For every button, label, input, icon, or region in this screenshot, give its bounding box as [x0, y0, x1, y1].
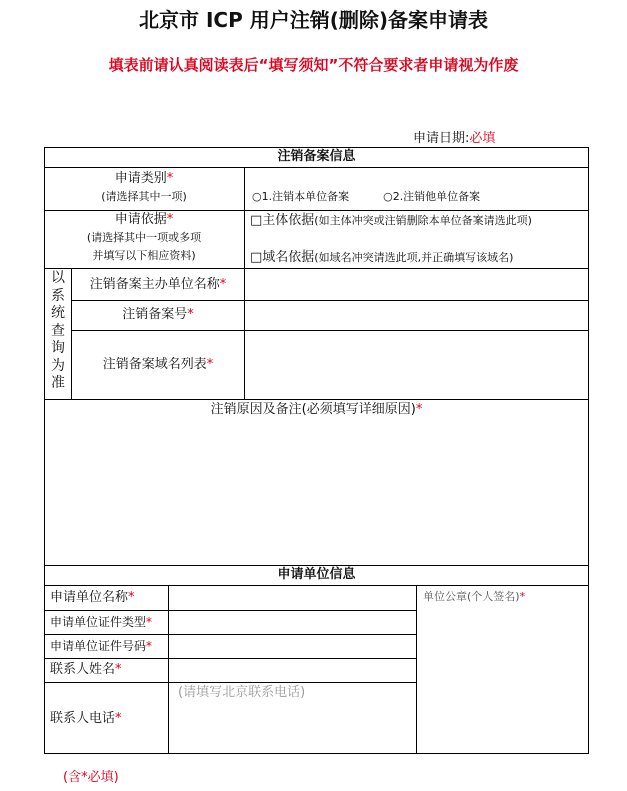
contact-phone-input[interactable]: (请填写北京联系电话) — [178, 685, 306, 700]
type-hint: (请选择其中一项) — [101, 190, 187, 203]
domain-list-label — [72, 356, 244, 374]
side-note-char: 统 — [51, 305, 65, 321]
reason-textarea[interactable] — [45, 420, 588, 565]
seal-signature-area[interactable] — [423, 588, 583, 606]
id-number-label — [50, 637, 168, 655]
required-star: * — [146, 615, 153, 629]
applicant-name-label — [50, 589, 168, 607]
required-star: * — [115, 662, 122, 677]
type-label — [44, 170, 244, 206]
rule — [44, 682, 417, 683]
rule — [44, 167, 589, 168]
required-star: * — [219, 277, 227, 292]
side-note-char: 询 — [51, 340, 65, 356]
required-star: * — [146, 639, 153, 653]
basis-label-text: 申请依据 — [114, 212, 167, 227]
basis-option-domain-label: □域名依据 — [250, 250, 315, 265]
side-note-char: 以 — [51, 270, 65, 286]
apply-date — [413, 127, 495, 146]
domain-list-input[interactable] — [245, 331, 588, 399]
field-label: 联系人电话 — [50, 711, 116, 726]
side-note-char: 为 — [51, 357, 65, 374]
fill-notice: 填表前请认真阅读表后“填写须知”不符合要求者申请视为作废 — [108, 56, 519, 74]
field-label: 申请单位证件号码 — [50, 639, 147, 653]
type-label-text: 申请类别 — [114, 171, 167, 186]
reason-label — [44, 401, 589, 419]
side-note-char: 系 — [51, 287, 65, 304]
id-type-input[interactable] — [169, 611, 416, 634]
field-label: 注销备案域名列表 — [102, 357, 207, 372]
section-header-cancel-info: 注销备案信息 — [277, 149, 356, 164]
basis-option-subject-hint: (如主体冲突或注销删除本单位备案请选此项) — [314, 214, 532, 227]
seal-label: 单位公章(个人签名) — [423, 590, 520, 603]
rule — [416, 585, 417, 754]
field-label: 申请单位证件类型 — [50, 615, 147, 629]
reason-label-text: 注销原因及备注(必须填写详细原因) — [210, 402, 416, 417]
side-note-char: 准 — [51, 375, 65, 391]
basis-option-domain[interactable] — [250, 249, 588, 267]
basis-option-subject[interactable] — [250, 212, 588, 230]
field-label: 注销备案主办单位名称 — [89, 277, 220, 292]
form-title: 北京市 ICP 用户注销(删除)备案申请表 — [139, 8, 488, 32]
radio-option-own[interactable]: ○1.注销本单位备案 — [252, 190, 350, 203]
type-options — [252, 188, 582, 206]
field-label: 注销备案号 — [122, 307, 188, 322]
side-note-char: 查 — [51, 322, 65, 339]
required-star: * — [187, 307, 194, 322]
contact-name-label — [50, 661, 168, 679]
basis-option-domain-hint: (如域名冲突请选此项,并正确填写该域名) — [314, 251, 514, 264]
required-star: * — [166, 212, 174, 227]
host-unit-name-label — [72, 276, 244, 294]
required-star: * — [166, 171, 174, 186]
required-star: * — [519, 590, 526, 603]
required-star: * — [415, 402, 423, 417]
field-label: 联系人姓名 — [50, 662, 116, 677]
basis-option-subject-label: □主体依据 — [250, 213, 315, 228]
basis-hint-1: (请选择其中一项或多项 — [86, 231, 202, 244]
host-unit-name-input[interactable] — [245, 269, 588, 300]
record-number-input[interactable] — [245, 301, 588, 330]
contact-phone-label — [50, 710, 168, 728]
required-star: * — [115, 711, 122, 726]
apply-date-value[interactable]: 必填 — [469, 131, 496, 146]
basis-hint-2: 并填写以下相应资料) — [92, 249, 196, 262]
contact-name-input[interactable] — [169, 659, 416, 682]
id-type-label — [50, 613, 168, 631]
side-note-system-query — [46, 270, 70, 393]
field-label: 申请单位名称 — [50, 590, 129, 605]
radio-option-other[interactable]: ○2.注销他单位备案 — [383, 190, 481, 203]
applicant-name-input[interactable] — [169, 586, 416, 610]
record-number-label — [72, 306, 244, 324]
id-number-input[interactable] — [169, 635, 416, 658]
basis-label — [44, 211, 244, 265]
apply-date-label: 申请日期: — [413, 131, 470, 146]
section-header-applicant-info: 申请单位信息 — [277, 567, 356, 582]
rule — [44, 399, 589, 400]
required-star: * — [206, 357, 214, 372]
required-legend: (含*必填) — [63, 770, 119, 785]
required-star: * — [128, 590, 135, 605]
